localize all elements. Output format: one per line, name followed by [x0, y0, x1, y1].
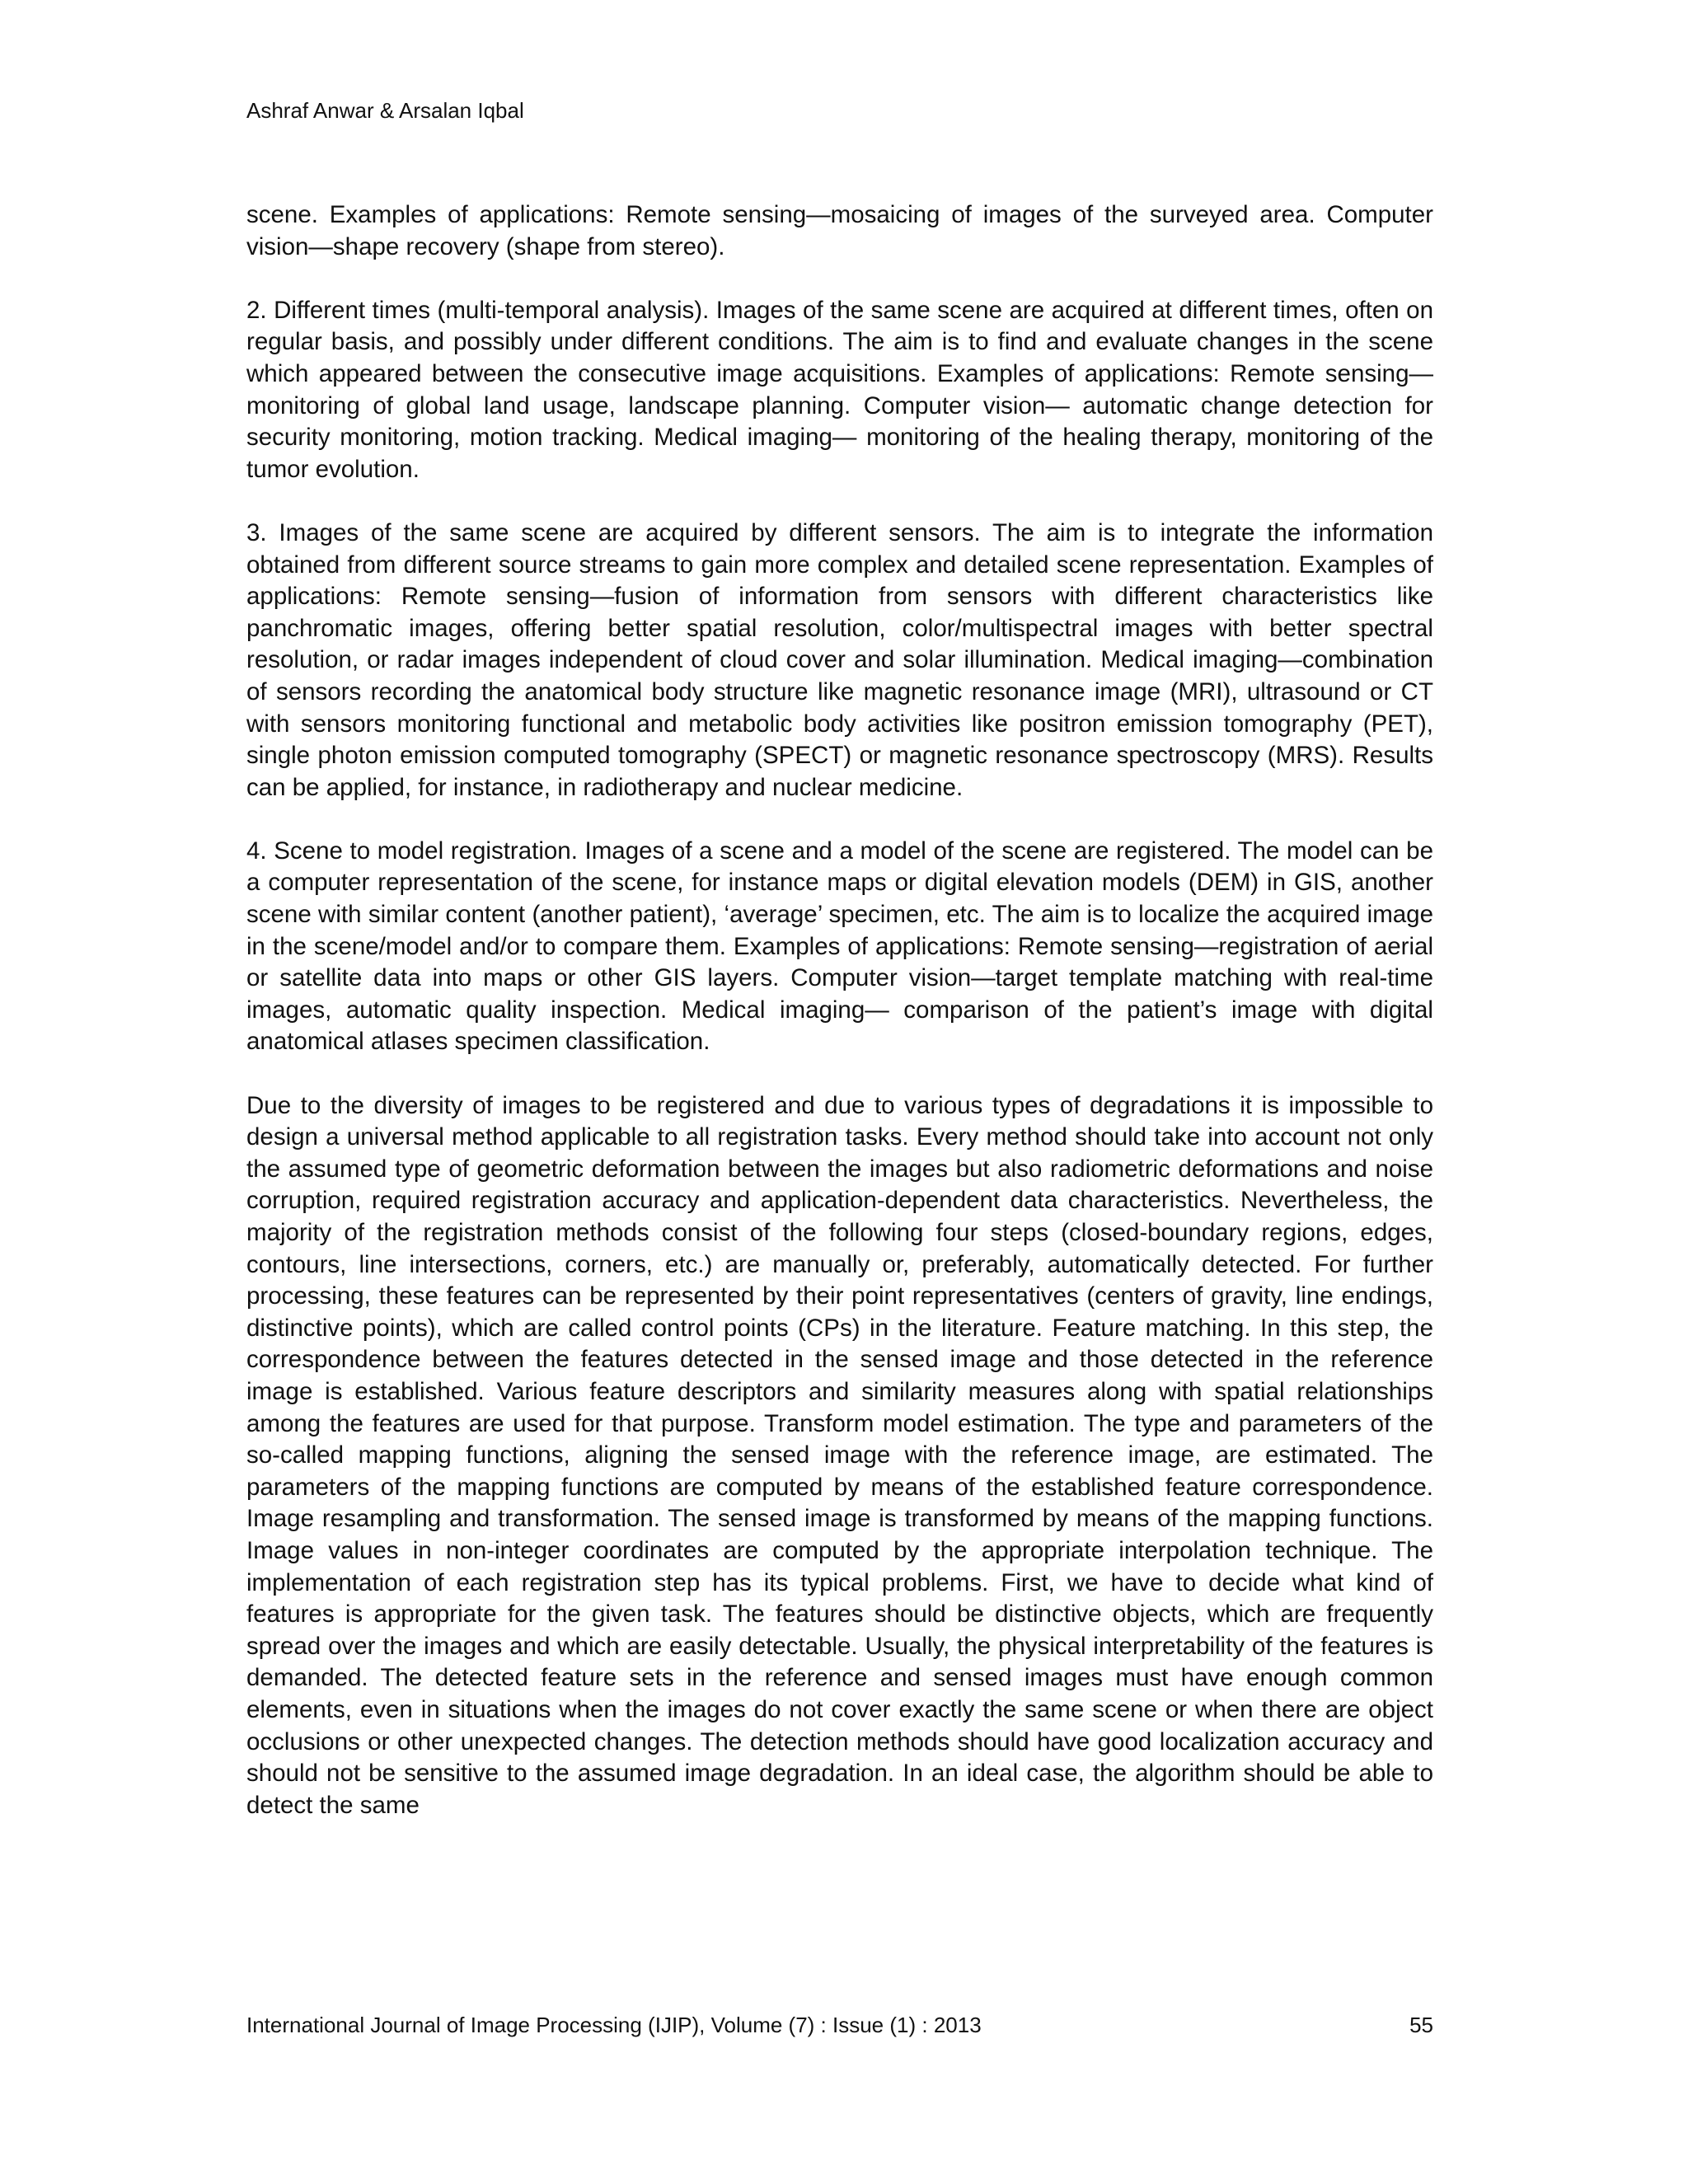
footer-journal-citation: International Journal of Image Processing (IJIP), Volume (7) : Issue (1) : 2013 — [246, 2013, 982, 2037]
page-number: 55 — [1409, 2013, 1433, 2037]
running-head-authors: Ashraf Anwar & Arsalan Iqbal — [246, 98, 524, 123]
paragraph-scene-to-model: 4. Scene to model registration. Images of a scene and a model of the scene are registered. The model can be a computer representation of the scene, for instance maps or digital elevation models (DEM) in GIS, another scene with similar content (another patient), ‘average’ specimen, etc. The aim is to localize the acquired image in the scene/model and/or to compare them. Examples of applications: Remote sensing—registration of aerial or satellite data into maps or other GIS layers. Computer vision—target template matching with real-time images, automatic quality inspection. Medical imaging— comparison of the patient’s image with digital anatomical atlases specimen classification. — [246, 837, 1433, 1056]
paragraph-different-times: 2. Different times (multi-temporal analysis). Images of the same scene are acquired at different times, often on regular basis, and possibly under different conditions. The aim is to find and evaluate changes in the scene which appeared between the consecutive image acquisitions. Examples of applications: Remote sensing—monitoring of global land usage, landscape planning. Computer vision— automatic change detection for security monitoring, motion tracking. Medical imaging— monitoring of the healing therapy, monitoring of the tumor evolution. — [246, 296, 1433, 483]
paragraph-different-sensors: 3. Images of the same scene are acquired by different sensors. The aim is to integrate the information obtained from different source streams to gain more complex and detailed scene representation. Examples of applications: Remote sensing—fusion of information from sensors with different characteristics like panchromatic images, offering better spatial resolution, color/multispectral images with better spectral resolution, or radar images independent of cloud cover and solar illumination. Medical imaging—combination of sensors recording the anatomical body structure like magnetic resonance image (MRI), ultrasound or CT with sensors monitoring functional and metabolic body activities like positron emission tomography (PET), single photon emission computed tomography (SPECT) or magnetic resonance spectroscopy (MRS). Results can be applied, for instance, in radiotherapy and nuclear medicine. — [246, 518, 1433, 801]
paragraph-scene-continuation: scene. Examples of applications: Remote sensing—mosaicing of images of the surveyed area. Computer vision—shape recovery (shape from stereo). — [246, 201, 1433, 260]
body-text — [246, 199, 1433, 1821]
paragraph-registration-steps: Due to the diversity of images to be registered and due to various types of degradations it is impossible to design a universal method applicable to all registration tasks. Every method should take into account not only the assumed type of geometric deformation between the images but also radiometric deformations and noise corruption, required registration accuracy and application-dependent data characteristics. Nevertheless, the majority of the registration methods consist of the following four steps (closed-boundary regions, edges, contours, line intersections, corners, etc.) are manually or, preferably, automatically detected. For further processing, these features can be represented by their point representatives (centers of gravity, line endings, distinctive points), which are called control points (CPs) in the literature. Feature matching. In this step, the correspondence between the features detected in the sensed image and those detected in the reference image is established. Various feature descriptors and similarity measures along with spatial relationships among the features are used for that purpose. Transform model estimation. The type and parameters of the so-called mapping functions, aligning the sensed image with the reference image, are estimated. The parameters of the mapping functions are computed by means of the established feature correspondence. Image resampling and transformation. The sensed image is transformed by means of the mapping functions. Image values in non-integer coordinates are computed by the appropriate interpolation technique. The implementation of each registration step has its typical problems. First, we have to decide what kind of features is appropriate for the given task. The features should be distinctive objects, which are frequently spread over the images and which are easily detectable. Usually, the physical interpretability of the features is demanded. The detected feature sets in the reference and sensed images must have enough common elements, even in situations when the images do not cover exactly the same scene or when there are object occlusions or other unexpected changes. The detection methods should have good localization accuracy and should not be sensitive to the assumed image degradation. In an ideal case, the algorithm should be able to detect the same — [246, 1091, 1433, 1819]
